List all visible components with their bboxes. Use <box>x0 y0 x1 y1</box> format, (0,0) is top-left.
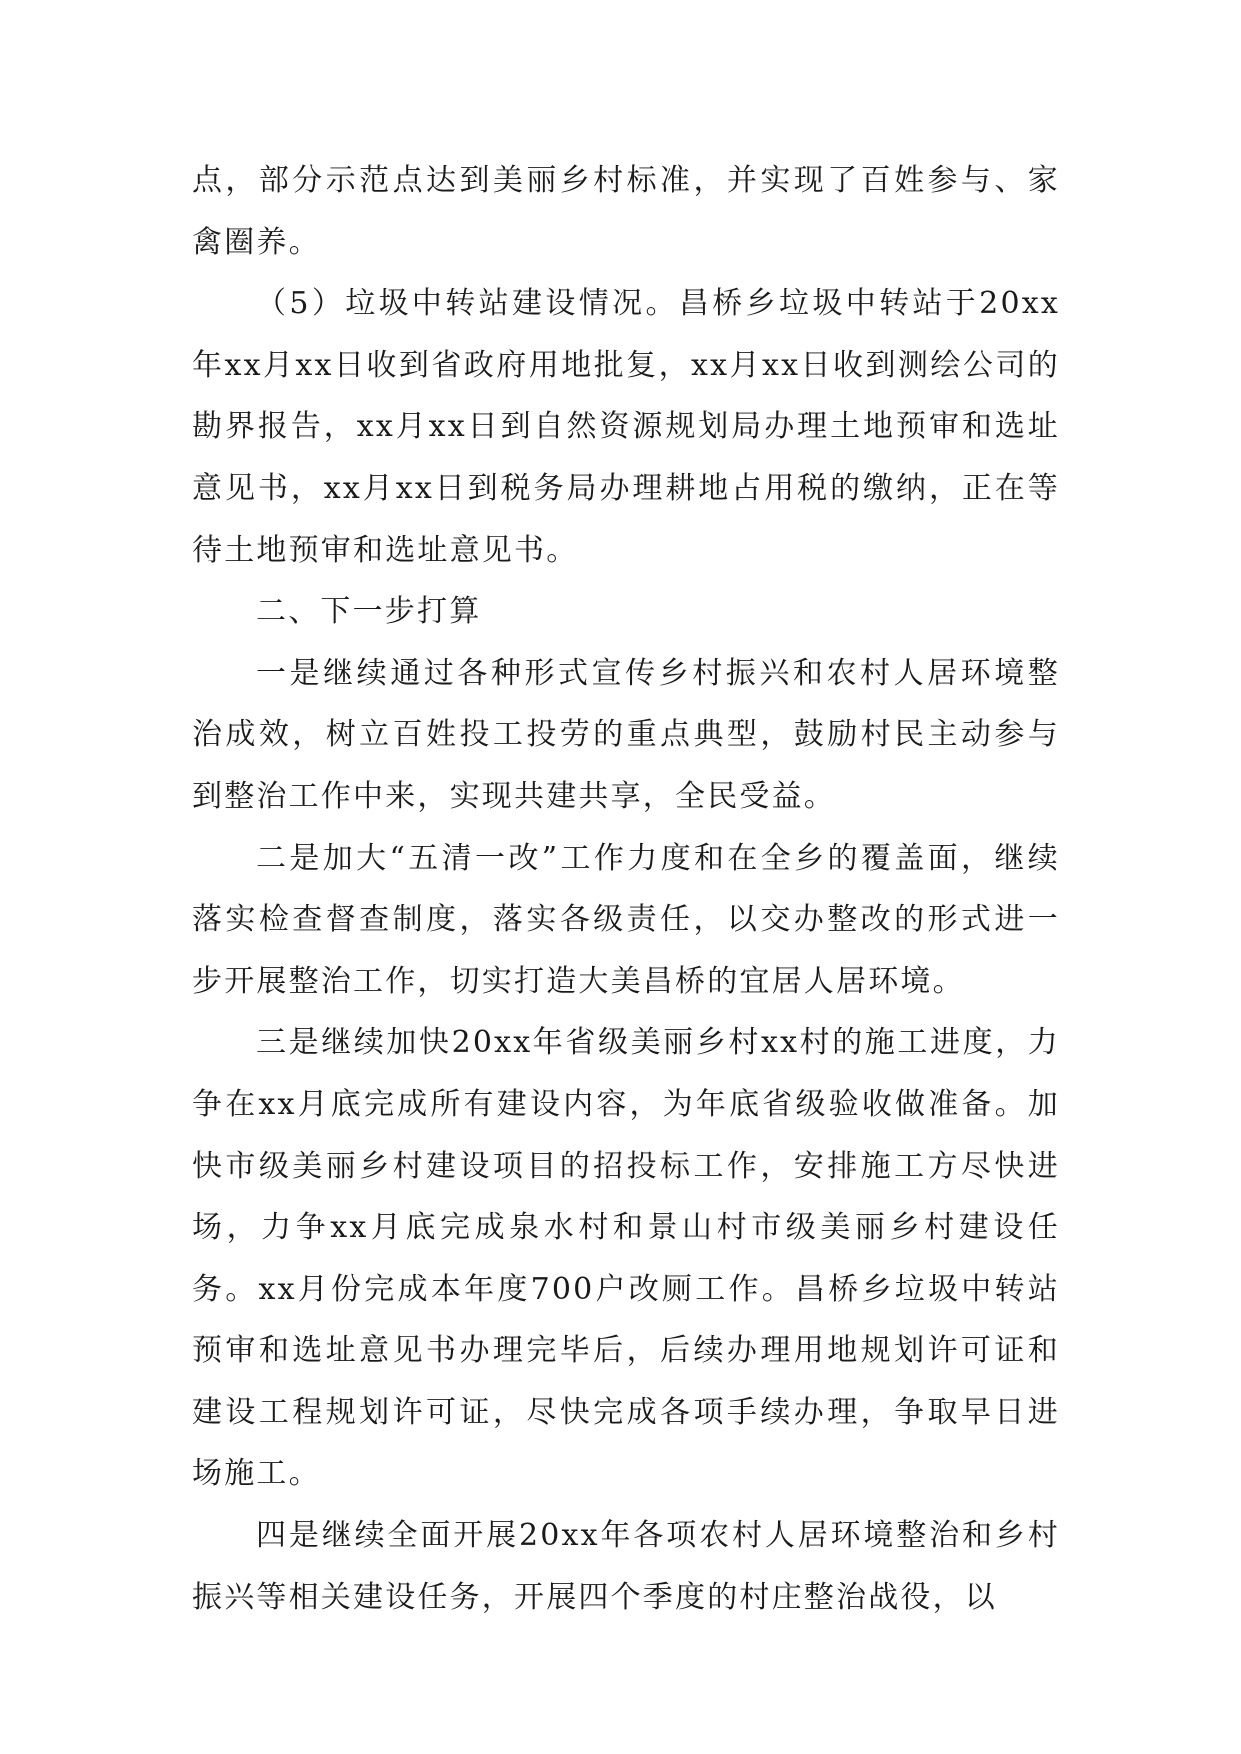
paragraph-plan-one: 一是继续通过各种形式宣传乡村振兴和农村人居环境整治成效，树立百姓投工投劳的重点典型，鼓励村民主动参与到整治工作中来，实现共建共享，全民受益。 <box>192 655 1060 814</box>
document-body <box>192 150 1060 1628</box>
paragraph-plan-two: 二是加大“五清一改”工作力度和在全乡的覆盖面，继续落实检查督查制度，落实各级责任，以交办整改的形式进一步开展整治工作，切实打造大美昌桥的宜居人居环境。 <box>192 840 1060 999</box>
paragraph-continuation: 点，部分示范点达到美丽乡村标准，并实现了百姓参与、家禽圈养。 <box>192 163 1060 260</box>
paragraph-plan-four: 四是继续全面开展20xx年各项农村人居环境整治和乡村振兴等相关建设任务，开展四个季度的村庄整治战役，以 <box>192 1518 1060 1615</box>
section-heading-next-steps: 二、下一步打算 <box>256 594 482 630</box>
paragraph-transfer-station: （5）垃圾中转站建设情况。昌桥乡垃圾中转站于20xx年xx月xx日收到省政府用地批复，xx月xx日收到测绘公司的勘界报告，xx月xx日到自然资源规划局办理土地预审和选址意见书，xx月xx日到税务局办理耕地占用税的缴纳，正在等待土地预审和选址意见书。 <box>192 286 1060 568</box>
paragraph-plan-three: 三是继续加快20xx年省级美丽乡村xx村的施工进度，力争在xx月底完成所有建设内容，为年底省级验收做准备。加快市级美丽乡村建设项目的招投标工作，安排施工方尽快进场，力争xx月底完成泉水村和景山村市级美丽乡村建设任务。xx月份完成本年度700户改厕工作。昌桥乡垃圾中转站预审和选址意见书办理完毕后，后续办理用地规划许可证和建设工程规划许可证，尽快完成各项手续办理，争取早日进场施工。 <box>192 1025 1060 1492</box>
